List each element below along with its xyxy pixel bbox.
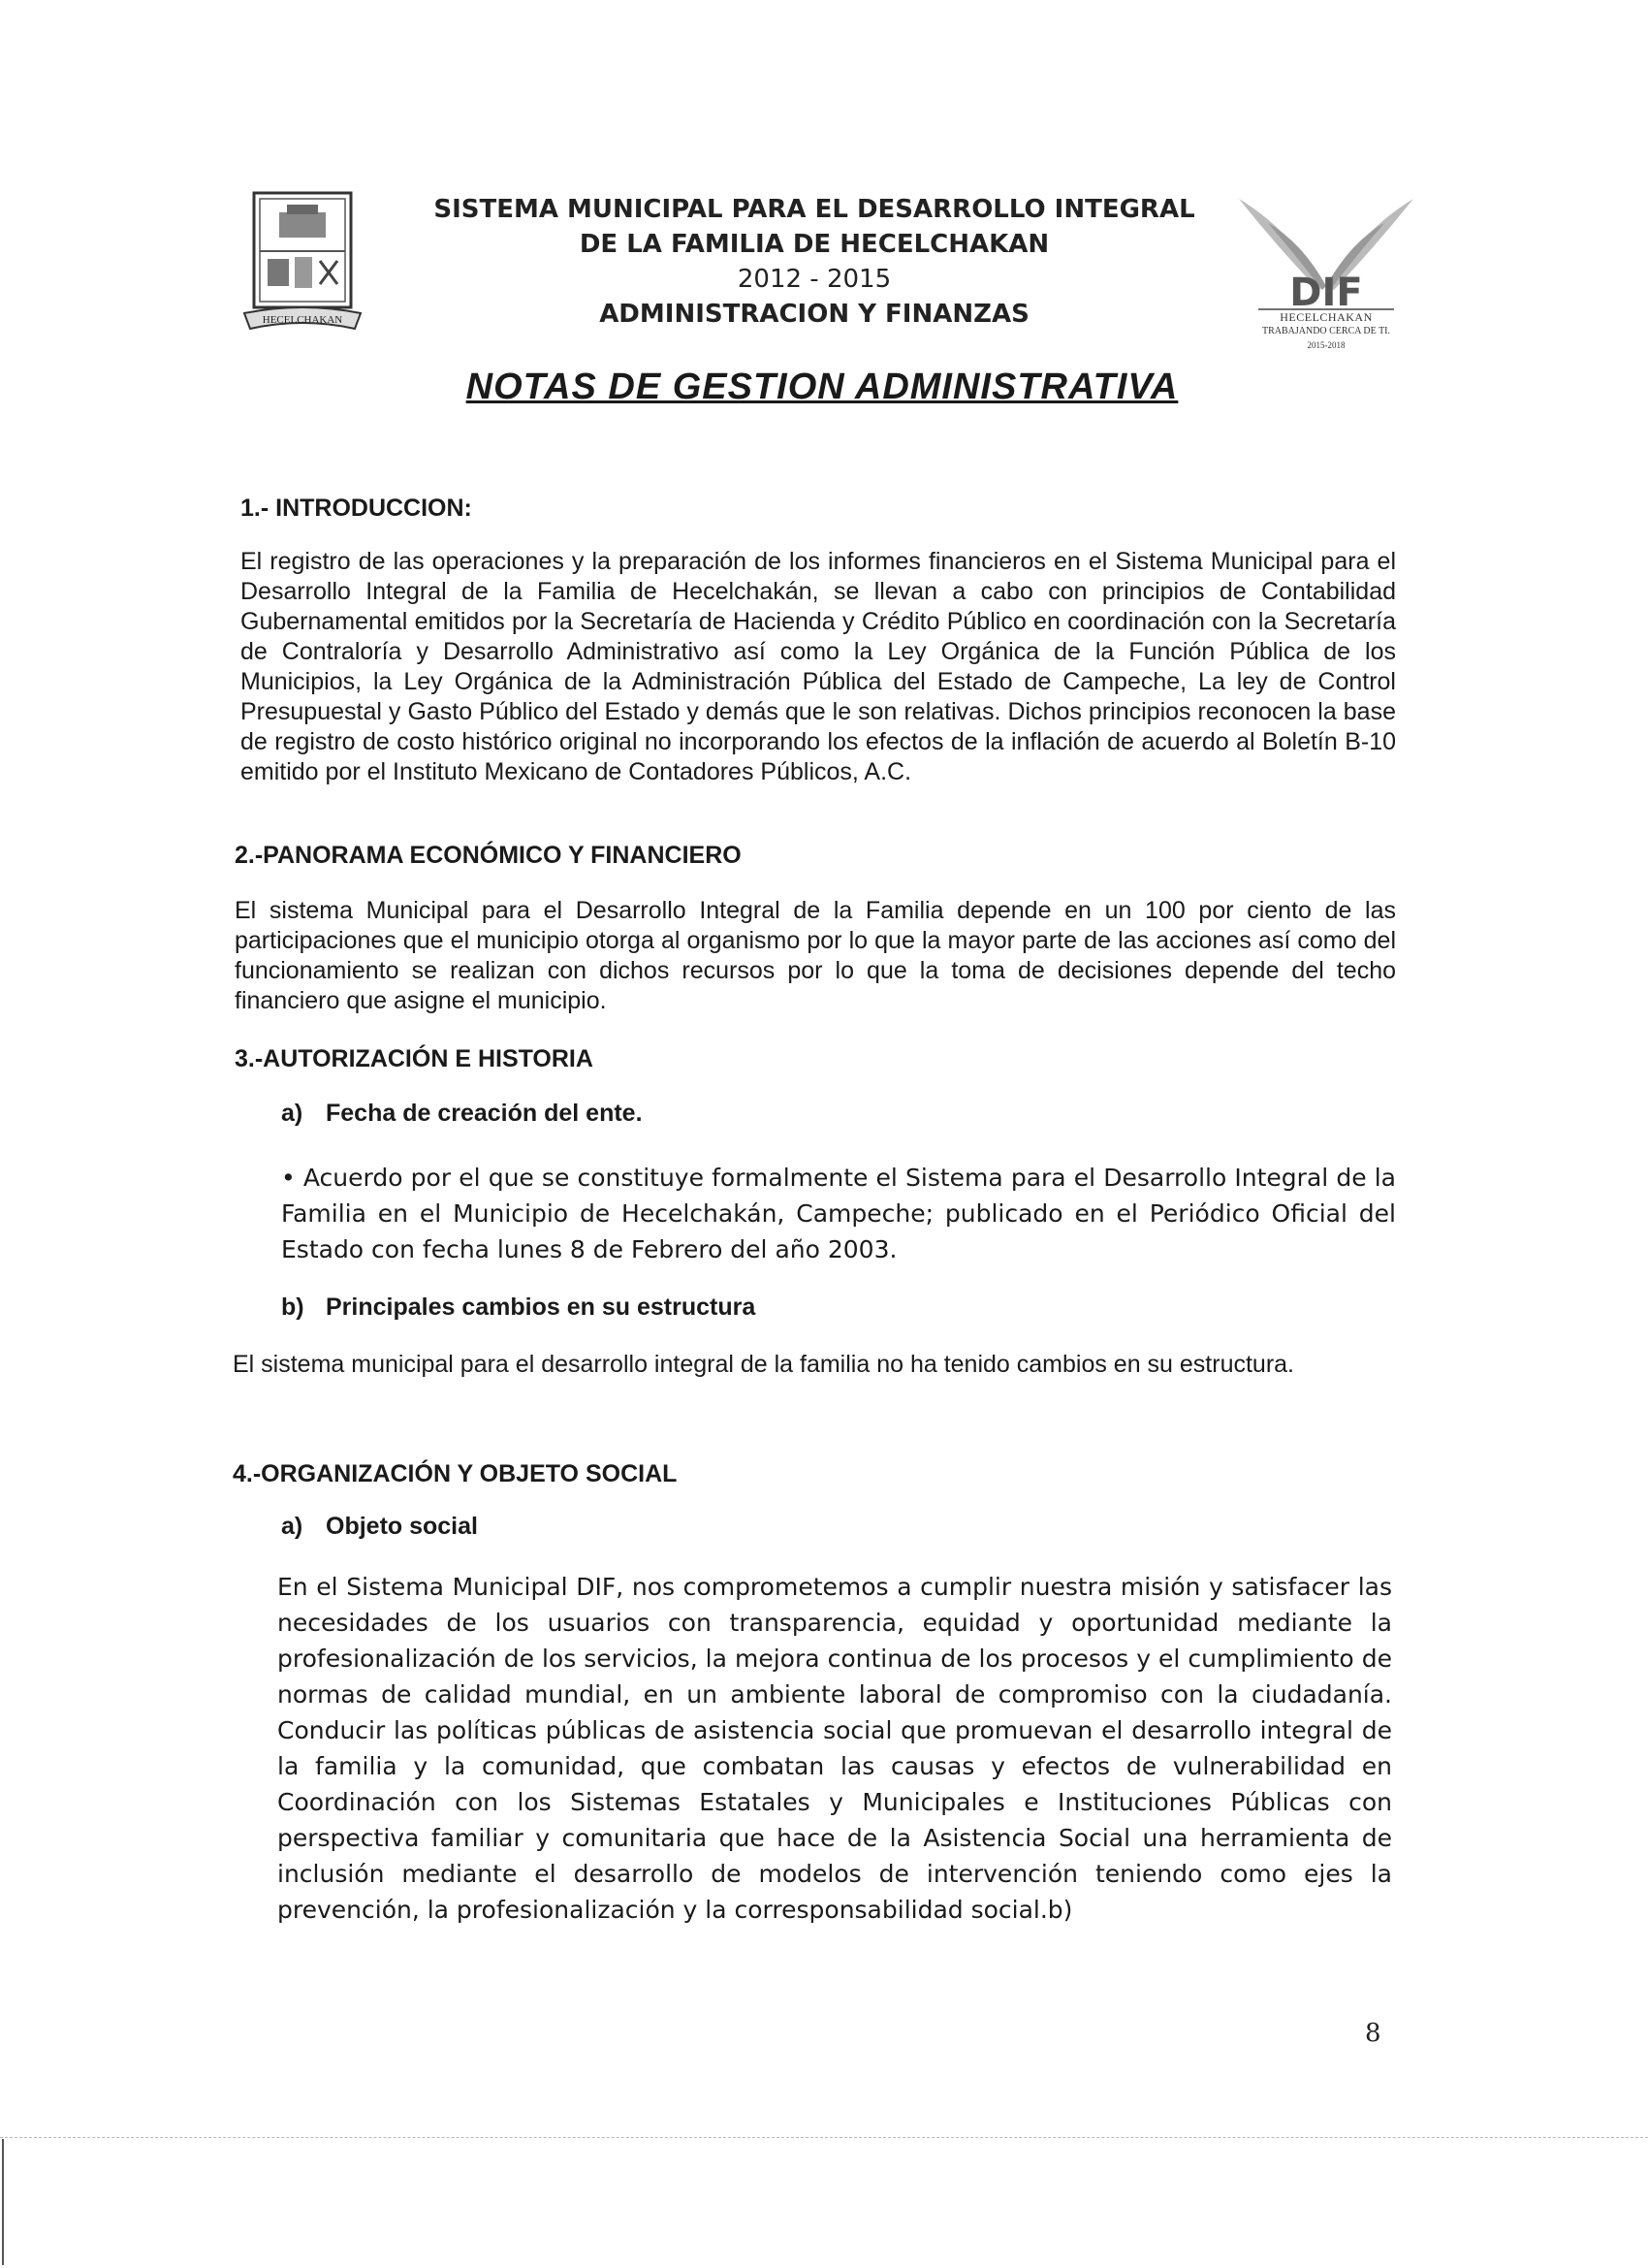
dif-logo-mark: DIF xyxy=(1289,271,1363,315)
section-3-subheading-a xyxy=(281,1100,643,1128)
header-line-1: SISTEMA MUNICIPAL PARA EL DESARROLLO INTEGRAL xyxy=(433,195,1195,224)
header-line-2: DE LA FAMILIA DE HECELCHAKAN xyxy=(579,230,1050,259)
bullet-icon: • xyxy=(281,1164,296,1192)
page-number: 8 xyxy=(1365,2019,1381,2048)
section-4-a-text: En el Sistema Municipal DIF, nos comprometemos a cumplir nuestra misión y satisfacer las necesidades de los usuarios con transparencia, equidad y oportunidad mediante la profesionalización de los servicios, la mejora continua de los procesos y el cumplimiento de normas de calidad mundial, en un ambiente laboral de compromiso con la ciudadanía. Conducir las políticas públicas de asistencia social que promuevan el desarrollo integral de la familia y la comunidad, que combatan las causas y efectos de vulnerabilidad en Coordinación con los Sistemas Estatales y Municipales e Instituciones Públicas con perspectiva familiar y comunitaria que hace de la Asistencia Social una herramienta de inclusión mediante el desarrollo de modelos de intervención teniendo como ejes la prevención, la profesionalización y la corresponsabilidad social.b) xyxy=(277,1573,1392,1924)
section-1-text: El registro de las operaciones y la preparación de los informes financieros en el Sistema Municipal para el Desarrollo Integral de la Familia de Hecelchakán, se llevan a cabo con principios de Contabilidad Gubernamental emitidos por la Secretaría de Hacienda y Crédito Público en coordinación con la Secretaría de Contraloría y Desarrollo Administrativo así como la Ley Orgánica de la Función Pública de los Municipios, la Ley Orgánica de la Administración Pública del Estado de Campeche, La ley de Control Presupuestal y Gasto Público del Estado y demás que le son relativas. Dichos principios reconocen la base de registro de costo histórico original no incorporando los efectos de la inflación de acuerdo al Boletín B-10 emitido por el Instituto Mexicano de Contadores Públicos, A.C. xyxy=(240,548,1396,785)
dif-logo-slogan: TRABAJANDO CERCA DE TI. xyxy=(1261,326,1391,336)
section-3-b-text: El sistema municipal para el desarrollo integral de la familia no ha tenido cambios en su estructura. xyxy=(233,1351,1295,1378)
dif-logo-city: HECELCHAKAN xyxy=(1280,310,1373,324)
section-3-heading: 3.-AUTORIZACIÓN E HISTORIA xyxy=(235,1045,593,1072)
document-title: NOTAS DE GESTION ADMINISTRATIVA xyxy=(465,367,1179,407)
section-4-subheading-a xyxy=(281,1513,478,1541)
municipal-coat-of-arms-logo xyxy=(240,189,364,344)
section-3-a-text: Acuerdo por el que se constituye formalmente el Sistema para el Desarrollo Integral de la Familia en el Municipio de Hecelchakán, Campeche; publicado en el Periódico Oficial del Estado con fecha lunes 8 de Febrero del año 2003. xyxy=(281,1164,1396,1263)
scan-fold-line xyxy=(0,2137,1648,2138)
subheading-a-label: Fecha de creación del ente. xyxy=(326,1100,643,1127)
section-1-heading: 1.- INTRODUCCION: xyxy=(240,495,472,522)
section-2-heading: 2.-PANORAMA ECONÓMICO Y FINANCIERO xyxy=(235,842,742,869)
section-2-text: El sistema Municipal para el Desarrollo Integral de la Familia depende en un 100 por ciento de las participaciones que el municipio otorga al organismo por lo que la mayor parte de las acciones así como del funcionamiento se realizan con dichos recursos por lo que la toma de decisiones depende del techo financiero que asigne el municipio. xyxy=(235,897,1396,1014)
section-3-subheading-b xyxy=(281,1294,755,1322)
subheading-a-letter: a) xyxy=(281,1100,303,1127)
section-4-subheading-a-label: Objeto social xyxy=(326,1513,478,1540)
section-4-heading: 4.-ORGANIZACIÓN Y OBJETO SOCIAL xyxy=(233,1460,678,1487)
scan-edge-mark xyxy=(2,2139,4,2265)
subheading-b-label: Principales cambios en su estructura xyxy=(326,1294,756,1321)
section-4-subheading-a-letter: a) xyxy=(281,1513,303,1540)
header-department: ADMINISTRACION Y FINANZAS xyxy=(599,300,1030,329)
dif-logo-period: 2015-2018 xyxy=(1307,340,1346,350)
subheading-b-letter: b) xyxy=(281,1294,304,1321)
section-3-a-paragraph xyxy=(281,1160,1396,1267)
document-header xyxy=(388,192,1241,332)
coat-of-arms-banner-text: HECELCHAKAN xyxy=(262,314,343,326)
header-years: 2012 - 2015 xyxy=(737,265,892,294)
